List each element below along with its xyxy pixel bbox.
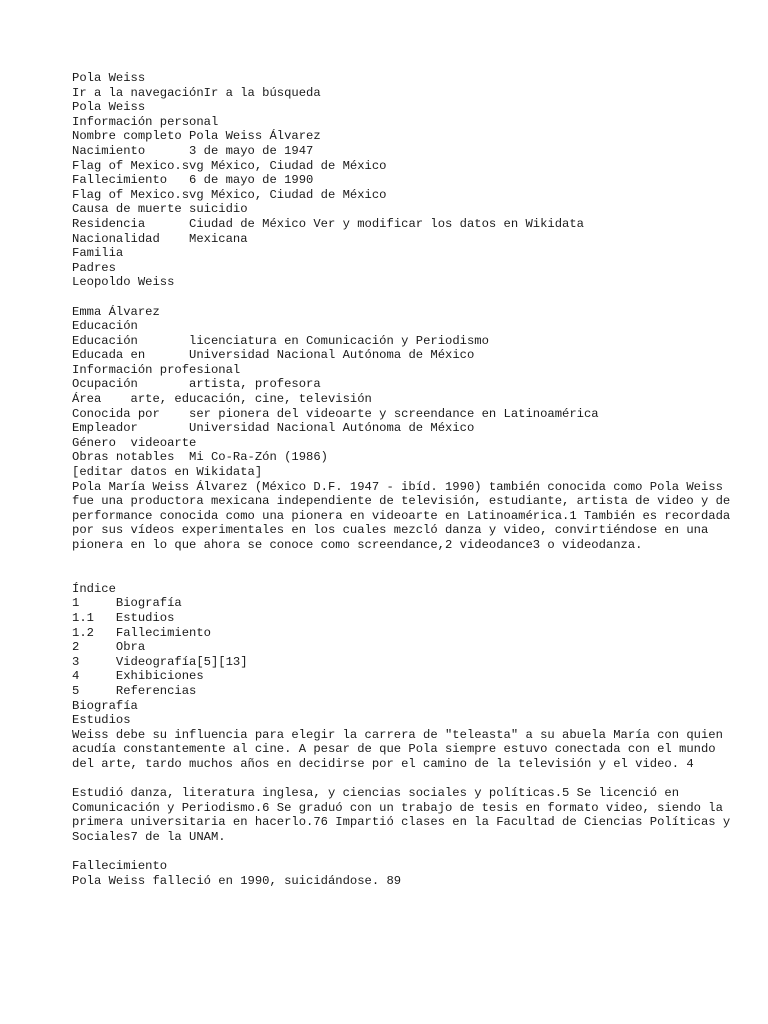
infobox-genre: Género videoarte xyxy=(72,435,197,450)
spacer xyxy=(72,553,732,568)
toc-item[interactable]: 1.1 Estudios xyxy=(72,610,175,625)
spacer xyxy=(72,567,732,582)
infobox-education: Educación licenciatura en Comunicación y Periodismo xyxy=(72,333,489,348)
infobox-section-education: Educación xyxy=(72,319,138,334)
infobox-section-family: Familia xyxy=(72,246,124,261)
infobox-parents-label: Padres xyxy=(72,260,116,275)
infobox-father[interactable]: Leopoldo Weiss xyxy=(72,275,175,290)
infobox-cause-of-death: Causa de muerte suicidio xyxy=(72,202,248,217)
infobox-heading: Pola Weiss xyxy=(72,100,146,115)
intro-paragraph: Pola María Weiss Álvarez (México D.F. 1947 - ibíd. 1990) también conocida como Pola Weiss fue una productora mexicana independiente de televisión, estudiante, artista de video y de performance conocida como una pionera en videoarte en Latinoamérica.1 También es recordada por sus vídeos experimentales en los cuales mezcló danza y video, convirtiéndose en una pionera en lo que ahora se conoce como screendance,2 videodance3 o videodanza. xyxy=(72,479,731,552)
infobox-death-place: Flag of Mexico.svg México, Ciudad de México xyxy=(72,187,387,202)
spacer xyxy=(72,844,732,859)
document-body xyxy=(72,71,732,888)
nav-links[interactable]: Ir a la navegaciónIr a la búsqueda xyxy=(72,85,321,100)
page-title: Pola Weiss xyxy=(72,71,146,85)
table-of-contents xyxy=(72,582,732,699)
biography-heading: Biografía xyxy=(72,698,138,713)
infobox-section-personal: Información personal xyxy=(72,114,219,129)
studies-paragraph-2: Estudió danza, literatura inglesa, y ciencias sociales y políticas.5 Se licenció en Comunicación y Periodismo.6 Se graduó con un trabajo de tesis en formato video, siendo la primera universitaria en hacerlo.76 Impartió clases en la Facultad de Ciencias Políticas y Sociales7 de la UNAM. xyxy=(72,786,731,844)
infobox-area: Área arte, educación, cine, televisión xyxy=(72,392,372,407)
toc-item[interactable]: 2 Obra xyxy=(72,640,146,655)
toc-heading: Índice xyxy=(72,581,116,596)
studies-paragraph-1: Weiss debe su influencia para elegir la carrera de "teleasta" a su abuela María con quien acudía constantemente al cine. A pesar de que Pola siempre estuvo conectada con el mundo del arte, tardo muchos años en decidirse por el camino de la televisión y el video. 4 xyxy=(72,727,723,771)
death-paragraph: Pola Weiss falleció en 1990, suicidándose. 89 xyxy=(72,873,402,888)
infobox-full-name: Nombre completo Pola Weiss Álvarez xyxy=(72,129,321,144)
infobox-nationality: Nacionalidad Mexicana xyxy=(72,231,248,246)
toc-item[interactable]: 3 Videografía[5][13] xyxy=(72,654,248,669)
toc-item[interactable]: 1 Biografía xyxy=(72,596,182,611)
infobox-notable-works: Obras notables Mi Co-Ra-Zón (1986) xyxy=(72,450,328,465)
infobox-employer: Empleador Universidad Nacional Autónoma de México xyxy=(72,421,475,436)
studies-heading: Estudios xyxy=(72,713,131,728)
infobox-death: Fallecimiento 6 de mayo de 1990 xyxy=(72,173,314,188)
toc-item[interactable]: 5 Referencias xyxy=(72,683,197,698)
infobox-residence: Residencia Ciudad de México Ver y modificar los datos en Wikidata xyxy=(72,216,584,231)
edit-wikidata-link[interactable]: [editar datos en Wikidata] xyxy=(72,465,263,480)
infobox-occupation: Ocupación artista, profesora xyxy=(72,377,321,392)
toc-item[interactable]: 4 Exhibiciones xyxy=(72,669,204,684)
toc-item[interactable]: 1.2 Fallecimiento xyxy=(72,625,211,640)
infobox xyxy=(72,100,732,479)
spacer xyxy=(72,772,732,787)
infobox-birth-place: Flag of Mexico.svg México, Ciudad de México xyxy=(72,158,387,173)
death-heading: Fallecimiento xyxy=(72,859,168,874)
infobox-educated-at: Educada en Universidad Nacional Autónoma de México xyxy=(72,348,475,363)
infobox-known-for: Conocida por ser pionera del videoarte y screendance en Latinoamérica xyxy=(72,406,599,421)
spacer xyxy=(72,290,732,305)
infobox-section-professional: Información profesional xyxy=(72,362,241,377)
infobox-birth: Nacimiento 3 de mayo de 1947 xyxy=(72,143,314,158)
infobox-mother[interactable]: Emma Álvarez xyxy=(72,304,160,319)
